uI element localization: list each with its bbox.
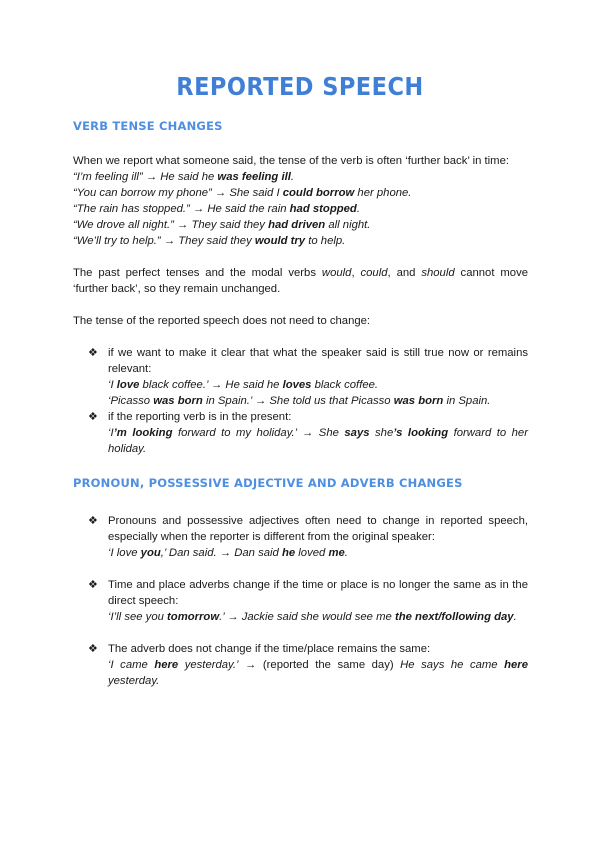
example-line: ‘I came here yesterday.’ → (reported the same day) He says he came here yesterday. [108,659,528,687]
example-line: “I’m feeling ill” → He said he was feeling ill. [73,171,295,183]
section-heading-verb-tense: VERB TENSE CHANGES [73,119,223,133]
example-line: “The rain has stopped.” → He said the rain had stopped. [73,203,360,215]
intro-paragraph: When we report what someone said, the tense of the verb is often ‘further back’ in time: [73,155,509,167]
example-line: ‘Picasso was born in Spain.’ → She told us that Picasso was born in Spain. [108,395,491,407]
section1-body [73,153,528,329]
example-line: ‘I love black coffee.’ → He said he loves black coffee. [108,379,379,391]
section-heading-pronoun-adverb: PRONOUN, POSSESSIVE ADJECTIVE AND ADVERB CHANGES [73,476,463,490]
list-item: ❖ if we want to make it clear that what the speaker said is still true now or remains relevant: ‘I love black coffee.’ → He said he loves black coffee. ‘Picasso was born in Spain.’ → She told us that Picasso was born in Spain. [88,347,528,407]
list-item: ❖ Time and place adverbs change if the time or place is no longer the same as in the direct speech: ‘I’ll see you tomorrow.’ → Jackie said she would see me the next/following day. [88,579,528,623]
list-item: ❖ Pronouns and possessive adjectives often need to change in reported speech, especially when the reporter is different from the original speaker: ‘I love you,’ Dan said. → Dan said he loved me. [88,515,528,559]
example-line: “We’ll try to help.” → They said they would try to help. [73,235,346,247]
diamond-bullet-icon: ❖ [88,579,98,591]
list-item: ❖ if the reporting verb is in the present: ‘I’m looking forward to my holiday.’ → She says she’s looking forward to her holiday. [88,411,528,455]
diamond-bullet-icon: ❖ [88,347,98,359]
list-item: ❖ The adverb does not change if the time/place remains the same: ‘I came here yesterday.’ → (reported the same day) He says he came here yesterday. [88,643,528,687]
example-line: ‘I’m looking forward to my holiday.’ → She says she’s looking forward to her holiday. [108,427,528,455]
no-change-intro: The tense of the reported speech does not need to change: [73,315,371,327]
diamond-bullet-icon: ❖ [88,643,98,655]
diamond-bullet-icon: ❖ [88,515,98,527]
page-title: REPORTED SPEECH [176,72,424,101]
section1-bullet-list [88,345,528,457]
example-line: ‘I love you,’ Dan said. → Dan said he loved me. [108,547,348,559]
diamond-bullet-icon: ❖ [88,411,98,423]
example-line: “You can borrow my phone” → She said I could borrow her phone. [73,187,412,199]
section2-bullet-list [88,513,528,689]
example-line: “We drove all night.” → They said they had driven all night. [73,219,371,231]
example-line: ‘I’ll see you tomorrow.’ → Jackie said she would see me the next/following day. [108,611,517,623]
modal-verbs-paragraph: The past perfect tenses and the modal verbs would, could, and should cannot move ‘further back’, so they remain unchanged. [73,267,529,295]
